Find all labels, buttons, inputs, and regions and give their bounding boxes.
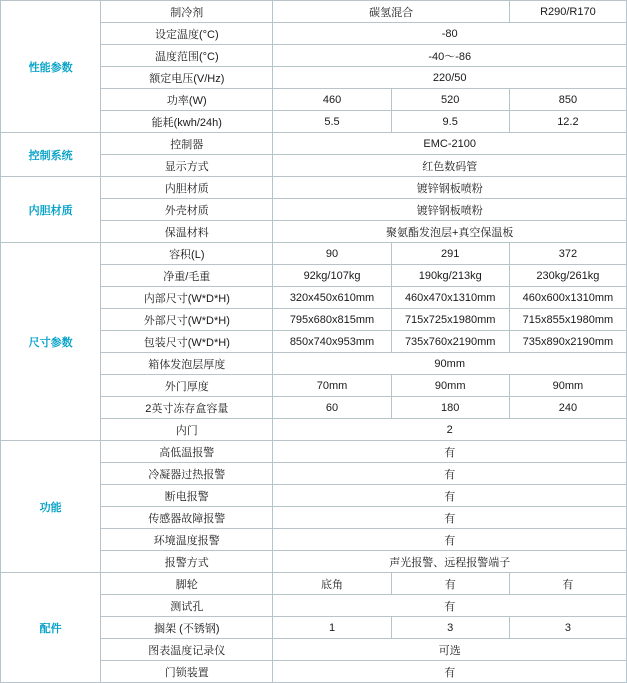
group-label-control: 控制系统 xyxy=(1,133,101,177)
spec-label: 脚轮 xyxy=(101,573,273,595)
spec-label: 额定电压(V/Hz) xyxy=(101,67,273,89)
spec-value: 90mm xyxy=(273,353,627,375)
spec-value: 3 xyxy=(509,617,626,639)
spec-label: 图表温度记录仪 xyxy=(101,639,273,661)
spec-value: 有 xyxy=(273,485,627,507)
spec-value: 90mm xyxy=(509,375,626,397)
spec-label: 外门厚度 xyxy=(101,375,273,397)
spec-value: 92kg/107kg xyxy=(273,265,391,287)
spec-label: 报警方式 xyxy=(101,551,273,573)
spec-value: 90 xyxy=(273,243,391,265)
group-label-accessory: 配件 xyxy=(1,573,101,683)
spec-value: 180 xyxy=(391,397,509,419)
spec-value: 5.5 xyxy=(273,111,391,133)
spec-label: 内胆材质 xyxy=(101,177,273,199)
spec-value: 735x890x2190mm xyxy=(509,331,626,353)
spec-value: 有 xyxy=(273,463,627,485)
spec-value: 镀锌钢板喷粉 xyxy=(273,177,627,199)
spec-value: 715x855x1980mm xyxy=(509,309,626,331)
spec-label: 容积(L) xyxy=(101,243,273,265)
spec-value: -40～-86 xyxy=(273,45,627,67)
spec-value: R290/R170 xyxy=(509,1,626,23)
spec-label: 传感器故障报警 xyxy=(101,507,273,529)
spec-value: 有 xyxy=(509,573,626,595)
spec-label: 内部尺寸(W*D*H) xyxy=(101,287,273,309)
table-row xyxy=(1,1,627,23)
spec-value: 2 xyxy=(273,419,627,441)
spec-value: 372 xyxy=(509,243,626,265)
spec-label: 包装尺寸(W*D*H) xyxy=(101,331,273,353)
spec-value: 90mm xyxy=(391,375,509,397)
spec-value: 460x470x1310mm xyxy=(391,287,509,309)
spec-label: 显示方式 xyxy=(101,155,273,177)
spec-value: 碳氢混合 xyxy=(273,1,509,23)
spec-value: 715x725x1980mm xyxy=(391,309,509,331)
spec-label: 内门 xyxy=(101,419,273,441)
spec-label: 2英寸冻存盒容量 xyxy=(101,397,273,419)
specification-table-body xyxy=(1,1,627,683)
spec-value: 有 xyxy=(273,507,627,529)
spec-value: 460x600x1310mm xyxy=(509,287,626,309)
spec-value: -80 xyxy=(273,23,627,45)
table-row xyxy=(1,441,627,463)
spec-label: 高低温报警 xyxy=(101,441,273,463)
spec-value: 190kg/213kg xyxy=(391,265,509,287)
spec-label: 净重/毛重 xyxy=(101,265,273,287)
spec-value: 声光报警、远程报警端子 xyxy=(273,551,627,573)
spec-label: 控制器 xyxy=(101,133,273,155)
spec-value: 有 xyxy=(273,441,627,463)
spec-value: 460 xyxy=(273,89,391,111)
spec-value: EMC-2100 xyxy=(273,133,627,155)
spec-value: 850 xyxy=(509,89,626,111)
spec-label: 设定温度(°C) xyxy=(101,23,273,45)
spec-value: 聚氨酯发泡层+真空保温板 xyxy=(273,221,627,243)
group-label-liner: 内胆材质 xyxy=(1,177,101,243)
spec-value: 220/50 xyxy=(273,67,627,89)
spec-label: 冷凝器过热报警 xyxy=(101,463,273,485)
spec-label: 环境温度报警 xyxy=(101,529,273,551)
spec-label: 能耗(kwh/24h) xyxy=(101,111,273,133)
spec-value: 底角 xyxy=(273,573,391,595)
spec-label: 门锁装置 xyxy=(101,661,273,683)
spec-value: 735x760x2190mm xyxy=(391,331,509,353)
spec-label: 箱体发泡层厚度 xyxy=(101,353,273,375)
spec-value: 240 xyxy=(509,397,626,419)
spec-value: 有 xyxy=(273,661,627,683)
spec-label: 外壳材质 xyxy=(101,199,273,221)
spec-value: 有 xyxy=(391,573,509,595)
spec-value: 可选 xyxy=(273,639,627,661)
group-label-dimension: 尺寸参数 xyxy=(1,243,101,441)
group-label-performance: 性能参数 xyxy=(1,1,101,133)
spec-value: 320x450x610mm xyxy=(273,287,391,309)
spec-label: 搁架 (不锈钢) xyxy=(101,617,273,639)
spec-label: 制冷剂 xyxy=(101,1,273,23)
spec-value: 12.2 xyxy=(509,111,626,133)
spec-value: 有 xyxy=(273,529,627,551)
spec-value: 红色数码管 xyxy=(273,155,627,177)
spec-label: 测试孔 xyxy=(101,595,273,617)
spec-value: 291 xyxy=(391,243,509,265)
table-row xyxy=(1,177,627,199)
spec-value: 镀锌钢板喷粉 xyxy=(273,199,627,221)
group-label-function: 功能 xyxy=(1,441,101,573)
spec-value: 70mm xyxy=(273,375,391,397)
table-row xyxy=(1,243,627,265)
spec-value: 9.5 xyxy=(391,111,509,133)
spec-label: 断电报警 xyxy=(101,485,273,507)
spec-label: 外部尺寸(W*D*H) xyxy=(101,309,273,331)
spec-value: 60 xyxy=(273,397,391,419)
spec-label: 保温材料 xyxy=(101,221,273,243)
spec-label: 温度范围(°C) xyxy=(101,45,273,67)
table-row xyxy=(1,133,627,155)
spec-value: 有 xyxy=(273,595,627,617)
spec-value: 795x680x815mm xyxy=(273,309,391,331)
spec-value: 520 xyxy=(391,89,509,111)
spec-value: 1 xyxy=(273,617,391,639)
spec-value: 230kg/261kg xyxy=(509,265,626,287)
spec-value: 3 xyxy=(391,617,509,639)
table-row xyxy=(1,573,627,595)
spec-label: 功率(W) xyxy=(101,89,273,111)
spec-value: 850x740x953mm xyxy=(273,331,391,353)
